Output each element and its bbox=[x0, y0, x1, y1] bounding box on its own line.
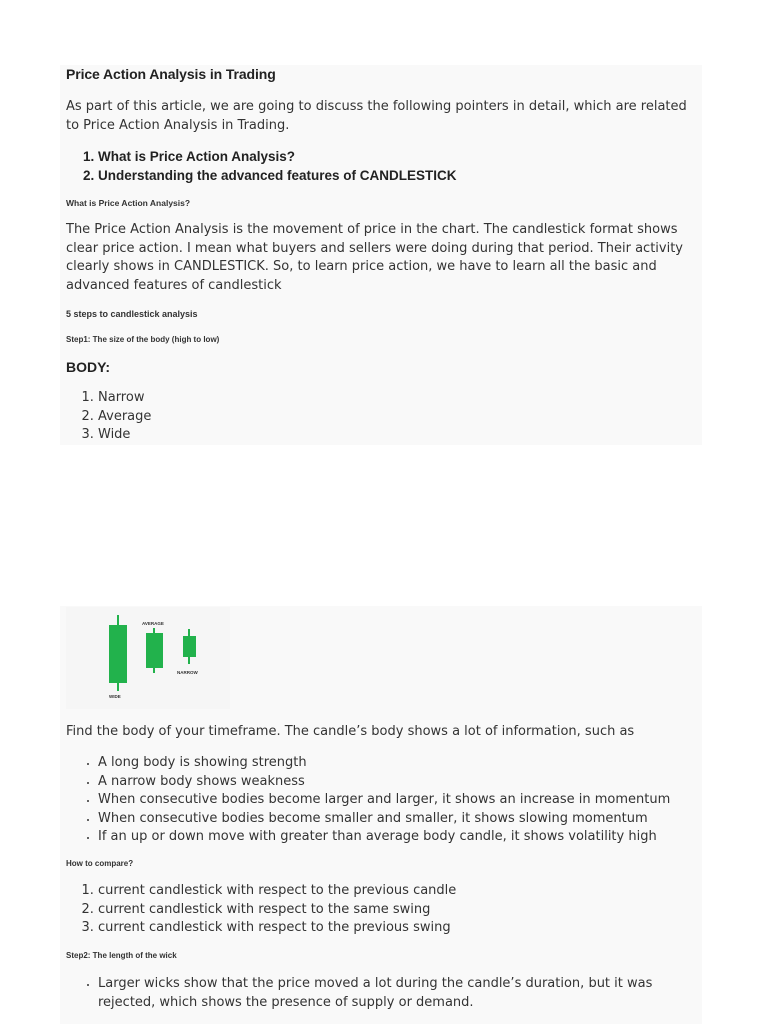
body-type-item: 1. Narrow bbox=[98, 389, 151, 408]
section1-heading: What is Price Action Analysis? bbox=[66, 198, 191, 208]
wick-point-item: • Larger wicks show that the price moved a lot during the candle’s duration, but it was rejected, which shows the presence of supply or demand. bbox=[98, 975, 688, 1012]
step2-heading: Step2: The length of the wick bbox=[66, 951, 177, 960]
label-narrow: NARROW bbox=[177, 670, 198, 675]
body-heading: BODY: bbox=[66, 359, 111, 375]
wick-points-list bbox=[66, 975, 688, 1012]
body-types-list bbox=[66, 389, 151, 445]
pointer-item: 2. Understanding the advanced features of CANDLESTICK bbox=[98, 167, 457, 186]
compare-item: 3. current candlestick with respect to the previous swing bbox=[98, 919, 456, 938]
step1-heading: Step1: The size of the body (high to low) bbox=[66, 335, 220, 344]
body-points-list bbox=[66, 754, 670, 847]
wide-candle-body bbox=[109, 625, 127, 683]
intro-paragraph: As part of this article, we are going to discuss the following pointers in detail, which are related to Price Action Analysis in Trading. bbox=[66, 99, 687, 133]
average-candle-body bbox=[146, 633, 163, 668]
steps-heading: 5 steps to candlestick analysis bbox=[66, 309, 198, 319]
body-point-item: • If an up or down move with greater than average body candle, it shows volatility high bbox=[98, 828, 670, 847]
compare-list bbox=[66, 882, 456, 938]
body-intro-paragraph: Find the body of your timeframe. The candle’s body shows a lot of information, such as bbox=[66, 724, 635, 739]
body-type-item: 3. Wide bbox=[98, 426, 151, 445]
pointer-item: 1. What is Price Action Analysis? bbox=[98, 148, 457, 167]
compare-item: 1. current candlestick with respect to the previous candle bbox=[98, 882, 456, 901]
pointers-list bbox=[66, 148, 457, 185]
compare-heading: How to compare? bbox=[66, 859, 134, 868]
section1-paragraph: The Price Action Analysis is the movement of price in the chart. The candlestick format shows clear price action. I mean what buyers and sellers were doing during that period. Their activity clearly shows in CANDLESTICK. So, to learn price action, we have to learn all the basic and advanced features of candlestick bbox=[66, 222, 683, 293]
article-title: Price Action Analysis in Trading bbox=[66, 66, 276, 82]
body-point-item: • When consecutive bodies become smaller and smaller, it shows slowing momentum bbox=[98, 810, 670, 829]
body-point-item: • A long body is showing strength bbox=[98, 754, 670, 773]
compare-item: 2. current candlestick with respect to the same swing bbox=[98, 901, 456, 920]
body-point-item: • A narrow body shows weakness bbox=[98, 773, 670, 792]
label-wide: WIDE bbox=[109, 694, 121, 699]
label-average: AVERAGE bbox=[142, 621, 164, 626]
narrow-candle-body bbox=[183, 636, 196, 657]
candlestick-figure bbox=[66, 607, 230, 709]
body-type-item: 2. Average bbox=[98, 408, 151, 427]
body-point-item: • When consecutive bodies become larger and larger, it shows an increase in momentum bbox=[98, 791, 670, 810]
